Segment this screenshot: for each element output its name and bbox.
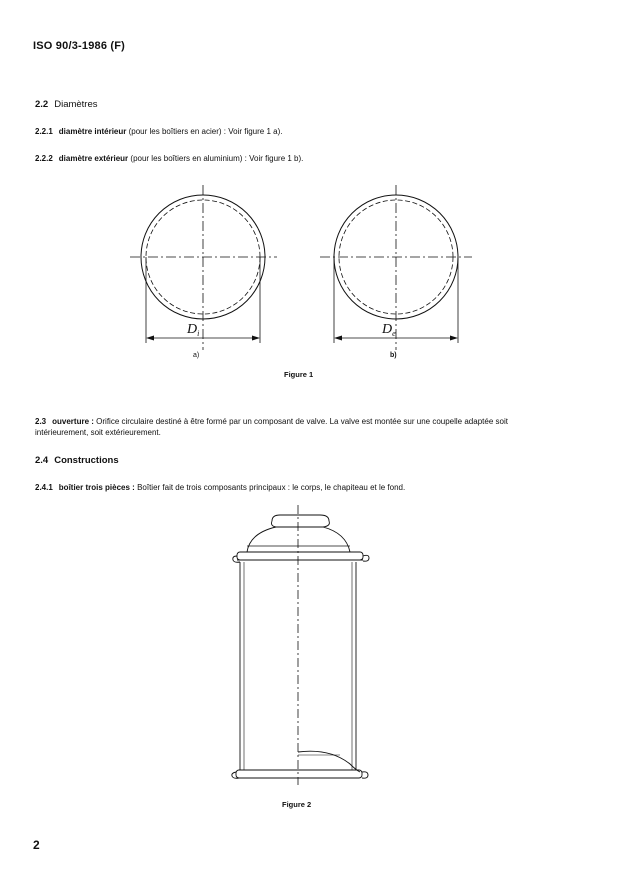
page-number: 2 bbox=[33, 838, 40, 852]
section-title: Diamètres bbox=[54, 99, 98, 110]
section-number: 2.3 bbox=[35, 417, 47, 426]
section-title: Constructions bbox=[54, 455, 119, 466]
section-number: 2.4 bbox=[35, 455, 49, 466]
dim-symbol-di: $D_i$ bbox=[187, 322, 200, 338]
figure-1a-label: a) bbox=[193, 352, 200, 359]
figure-2-caption: Figure 2 bbox=[282, 800, 312, 809]
dim-symbol-de: $D_e$ bbox=[382, 322, 396, 338]
definition-text: (pour les boîtiers en acier) : Voir figure 1 a). bbox=[128, 127, 283, 136]
section-number: 2.2.1 bbox=[35, 127, 53, 136]
term: diamètre intérieur bbox=[58, 127, 127, 136]
definition-text: Boîtier fait de trois composants principaux : le corps, le chapiteau et le fond. bbox=[137, 483, 406, 492]
term: diamètre extérieur bbox=[58, 154, 129, 163]
figure-1b-label: b) bbox=[390, 352, 397, 359]
term: boîtier trois pièces : bbox=[58, 483, 135, 492]
section-number: 2.2 bbox=[35, 99, 49, 110]
section-2-3-line-2: intérieurement, soit extérieurement. bbox=[35, 428, 161, 437]
term: ouverture : bbox=[52, 417, 94, 426]
definition-text: (pour les boîtiers en aluminium) : Voir figure 1 b). bbox=[130, 154, 304, 163]
document-header: ISO 90/3-1986 (F) bbox=[33, 40, 126, 52]
section-number: 2.2.2 bbox=[35, 154, 53, 163]
definition-text: Orifice circulaire destiné à être formé par un composant de valve. La valve est montée sur une coupelle adaptée soit bbox=[96, 417, 508, 426]
section-number: 2.4.1 bbox=[35, 483, 53, 492]
figure-1-caption: Figure 1 bbox=[284, 370, 314, 379]
